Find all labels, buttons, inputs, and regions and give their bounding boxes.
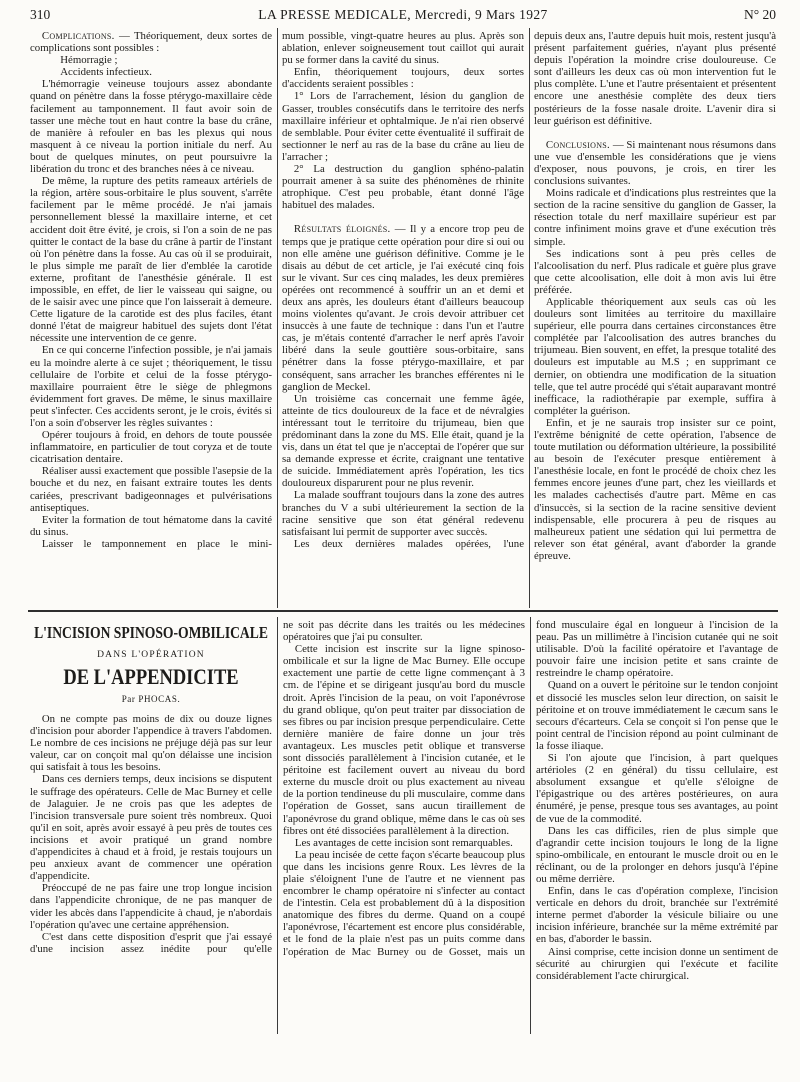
paragraph	[534, 139, 776, 187]
paragraph: depuis deux ans, l'autre depuis huit mois, restent jusqu'à présent parfaitement guéries, n'ayant plus présenté depuis l'opération la moindre crise douloureuse. Ce sont d'ailleurs les deux cas où mon intervention fut le plus complète. L'une et l'autre présentaient et présentent encore une anesthésie complète des deux tiers postérieurs de la fosse nasale droite. L'avenir dira si leur guérison est définitive.	[534, 30, 776, 127]
bottom-column-3	[536, 619, 778, 1034]
paragraph: L'hémorragie veineuse toujours assez abondante quand on pénètre dans la fosse ptérygo-maxillaire cède facilement au tamponnement. Il faut avoir soin de tasser une mèche tout en haut contre la base du crâne, de manière à refouler en bas les plexus qui nous masquent à ce niveau la portion initiale du nerf. Au bout de quelques minutes, on peut poursuivre la libération du tronc et des branches nées à ce niveau.	[30, 78, 272, 176]
column-rule	[277, 617, 278, 1034]
paragraph: Un troisième cas concernait une femme âgée, atteinte de tics douloureux de la face et de névralgies intéressant tout le territoire du trijumeau, bien que prédominant dans la zone du MS. Elle était, quand je la vis, dans un état tel que je n'acceptai de l'opérer que sur sa demande expresse et écrite, craignant une tentative de suicide. Immédiatement après l'opération, les tics douloureux disparurent pour ne plus revenir.	[282, 392, 524, 490]
top-column-1	[30, 30, 272, 608]
paragraph: mum possible, vingt-quatre heures au plus. Après son ablation, enlever soigneusement tout caillot qui aurait pu se former dans la cavité du sinus.	[282, 30, 524, 67]
journal-header-title: LA PRESSE MEDICALE, Mercredi, 9 Mars 1927	[258, 7, 548, 22]
section-heading-conclusions: Conclusions.	[545, 138, 611, 151]
paragraph: La peau incisée de cette façon s'écarte beaucoup plus que dans les incisions genre Roux. Les lèvres de la plaie s'éloignent l'une de l'autre et ne viennent pas encombrer le champ opératoire ni s'infecter au contact de l'intestin. Cela est probablement dû à la disposition anatomique des fibres du derme. Quand on a coupé l'aponévrose, l'écartement est encore plus considérable, et le fond de la plaie n'est pas un puits comme dans l'opération de Mac Burney ou de Gosset, mais un	[283, 848, 525, 958]
paragraph: De même, la rupture des petits rameaux artériels de la région, artère sous-orbitaire le plus souvent, s'arrête facilement par le même procédé. Je n'ai jamais personnellement blessé la maxillaire interne, et cet accident doit être évité, je crois, si l'on a soin de ne pas quitter le contact de la base du crâne à partir de l'instant où l'on pénètre dans la fosse. Au cas où il se produirait, le plus simple me paraît de lier d'emblée la carotide externe, profitant de l'anesthésie générale. Il est impossible, en effet, de lier le vaisseau qui saigne, ou de le saisir avec une pince que l'on laisserait à demeure. Cette ligature de la carotide est des plus faciles, étant donné l'état de maigreur habituel des sujets dont l'état nécessite une intervention de ce genre.	[30, 175, 272, 345]
paragraph: Ainsi comprise, cette incision donne un sentiment de sécurité au chirurgien qui l'exécute et facilite considérablement l'acte chirurgical.	[536, 945, 778, 982]
paragraph-text: — Si maintenant nous résumons dans une vue d'ensemble les considérations que je viens d'exposer, nous pouvons, je crois, en tirer les conclusions suivantes.	[534, 138, 776, 188]
list-item: Accidents infectieux.	[60, 66, 152, 79]
top-column-3	[534, 30, 776, 608]
running-header	[30, 5, 776, 25]
paragraph: Préoccupé de ne pas faire une trop longue incision dans l'appendicite chronique, de ne pas manquer de vider les abcès dans l'appendicite à chaud, je n'abordais l'opération qu'avec une certaine appréhension.	[30, 882, 272, 931]
paragraph: Quand on a ouvert le péritoine sur le tendon conjoint et dissocié les muscles selon leur direction, on saisit le péritoine et on trouve immédiatement le cæcum sans le secours d'écarteurs. Cela se conçoit si l'on pense que le point central de l'incision répond au point culminant de la fosse iliaque.	[536, 679, 778, 752]
byline: Par PHOCAS.	[121, 694, 181, 704]
article-subtitle: DANS L'OPÉRATION	[97, 650, 205, 660]
paragraph-text: — Il y a encore trop peu de temps que je pratique cette opération pour dire si oui ou non elle amène une guérison définitive. Comme je le disais au début de cet article, je l'ai exécuté cinq fois sur le vivant. Sur ces cinq malades, les deux premières opérées ont recommencé à souffrir un an et demi et deux ans après, les douleurs étant d'ailleurs beaucoup moins violentes qu'avant. Je crois devoir attribuer cet insuccès à une faute de technique : dans l'un et l'autre cas, je m'étais contenté d'arracher le nerf après l'avoir libéré dans la seule gouttière sous-orbitaire, sans pénétrer dans la fosse ptérygo-maxillaire, et par conséquent, sans arracher les branches efférentes ni le ganglion de Meckel.	[282, 223, 524, 393]
paragraph: fond musculaire égal en longueur à l'incision de la peau. Pas un millimètre à l'incision cutanée qui ne soit utilisable. D'où la facilité opératoire et l'avantage de pouvoir faire une incision petite et sans crainte de restreindre le champ opératoire.	[536, 619, 778, 680]
paragraph: Applicable théoriquement aux seuls cas où les douleurs sont limitées au territoire du maxillaire supérieur, elle pourra dans certaines circonstances être complétée par l'alcoolisation des autres branches du trijumeau. Bien souvent, en effet, la presque totalité des douleurs est imputable au M.S ; en supprimant ce dernier, on obtiendra une modification de la situation telle, que tel autre procédé qui s'était auparavant montré inefficace, la radiothérapie par exemple, suffira à compléter la guérison.	[534, 295, 776, 417]
article-title: L'INCISION SPINOSO-OMBILICALE	[34, 623, 268, 642]
paragraph: Moins radicale et d'indications plus restreintes que la section de la racine sensitive du ganglion de Gasser, la résection totale du nerf maxillaire supérieur est par contre infiniment moins grave et d'une exécution très simple.	[534, 187, 776, 248]
paragraph: Si l'on ajoute que l'incision, à part quelques artérioles (2 en général) du tissu cellulaire, est absolument exsangue et qu'elle s'éloigne de l'épigastrique ou des artères postérieures, on aura énuméré, je pense, presque tous ses avantages, au point de vue de la commodité.	[536, 752, 778, 825]
paragraph	[30, 30, 272, 54]
paragraph: Enfin, théoriquement toujours, deux sortes d'accidents seraient possibles :	[282, 66, 524, 91]
list-item: Hémorragie ;	[60, 54, 118, 67]
issue-number: N° 20	[743, 7, 776, 22]
paragraph	[282, 223, 524, 392]
paragraph: Réaliser aussi exactement que possible l'asepsie de la bouche et du nez, en faisant extraire toutes les dents cariées, prescrivant badigeonnages et pulvérisations antiseptiques.	[30, 465, 272, 514]
paragraph: C'est dans cette disposition d'esprit que j'ai essayé d'une incision assez inédite pour qu'elle	[30, 930, 272, 955]
paragraph: Dans ces derniers temps, deux incisions se disputent le suffrage des opérateurs. Celle de Mac Burney et celle de Jalaguier. Je ne crois pas que les adeptes de l'incision transversale pure soient très nombreux. Quoi qu'il en soit, après avoir essayé à peu près de toutes ces incisions et avoir pratiqué un grand nombre d'appendicites à chaud et à froid, je restais toujours un peu anxieux avant de commencer une opération d'appendicite.	[30, 773, 272, 883]
column-rule	[530, 617, 531, 1034]
paragraph: Les avantages de cette incision sont remarquables.	[294, 836, 513, 849]
paragraph: La malade souffrant toujours dans la zone des autres branches du V a subi ultérieurement la section de la racine sensitive que son état général redevenu satisfaisant lui permit de supporter avec succès.	[282, 489, 524, 538]
bottom-column-2	[283, 619, 525, 1034]
paragraph: 1° Lors de l'arrachement, lésion du ganglion de Gasser, troubles consécutifs dans le territoire des nerfs maxillaire inférieur et ophtalmique. Je n'ai rien observé de semblable. Pour éviter cette éventualité il suffirait de sectionner le nerf au ras de la base du crâne au lieu de l'arracher ;	[282, 90, 524, 163]
section-heading-complications: Complications.	[41, 30, 115, 42]
paragraph: 2° La destruction du ganglion sphéno-palatin pourrait amener à sa suite des phénomènes de rhinite atrophique. C'est peu probable, étant donné l'âge habituel des malades.	[282, 163, 524, 212]
column-rule	[277, 28, 278, 608]
top-column-2	[282, 30, 524, 608]
page-number: 310	[30, 7, 51, 22]
paragraph-text: — Théoriquement, deux sortes de complications sont possibles :	[30, 30, 272, 55]
article-title-main: DE L'APPENDICITE	[63, 666, 239, 690]
paragraph: Cette incision est inscrite sur la ligne spinoso-ombilicale et sur la ligne de Mac Burney. Elle occupe exactement une partie de cette ligne commençant à 3 cm. de l'épine et se dirigeant jusqu'au bord du muscle droit. Après l'incision de la peau, on voit l'aponévrose du grand oblique, qu'on peut traiter par dissociation de ses fibres ou par incision presque perpendiculaire. Cette dernière manière de faire donne un jour très avantageux. Les muscles petit oblique et transverse sont dissociés parallèlement à l'incision cutanée, et le péritoine est facilement ouvert au niveau du bord externe du muscle droit ou plus exactement au niveau de la portion tendineuse du pli musculaire, comme dans l'opération de Gosset, sans aucun tiraillement de l'aponévrose du grand oblique, même dans le cas où ses fibres ont été dissociées parallèlement à la direction.	[283, 643, 525, 837]
paragraph: Opérer toujours à froid, en dehors de toute poussée inflammatoire, en particulier de tout coryza et de toute cicatrisation dentaire.	[30, 429, 272, 466]
section-heading-resultats: Résultats éloignés.	[293, 223, 391, 236]
paragraph: ne soit pas décrite dans les traités ou les médecines opératoires que j'ai pu consulter.	[283, 619, 525, 644]
paragraph: Les deux dernières malades opérées, l'une	[293, 537, 524, 550]
section-divider	[28, 610, 778, 612]
paragraph: Enfin, dans le cas d'opération complexe, l'incision verticale en dehors du droit, branchée sur l'extrémité interne permet d'aborder la vésicule biliaire ou une incision inférieure, branchée sur la même extrémité par en bas, d'aborder le bassin.	[536, 885, 778, 946]
paragraph: Eviter la formation de tout hématome dans la cavité du sinus.	[30, 513, 272, 538]
paragraph: Ses indications sont à peu près celles de l'alcoolisation du nerf. Plus radicale et guère plus grave que cette alcoolisation, elle doit à mon avis lui être préférée.	[534, 247, 776, 296]
paragraph: En ce qui concerne l'infection possible, je n'ai jamais eu la moindre alerte à ce sujet ; théoriquement, le tissu cellulaire de l'orbite et celui de la fosse ptérygo-maxillaire pourraient être le siège de phlegmons évidemment fort graves. De même, le sinus maxillaire peut s'infecter. Ces accidents seront, je le crois, évités si l'on a soin d'observer les règles suivantes :	[30, 344, 272, 429]
paragraph: Enfin, et je ne saurais trop insister sur ce point, l'extrême bénignité de cette opération, l'absence de toute mutilation ou déformation ultérieure, la possibilité au besoin de l'exécuter presque entièrement à l'anesthésie locale, en font le procédé de choix chez les femmes encore jeunes d'une part, chez les vieillards et les malades cachectisés d'autre part. Même en cas d'insuccès, si la section de la racine sensitive devient indispensable, elle procurera à peu de risques au malheureux patient une sédation qui lui permettra de relever son état général, avant d'aborder la grande épreuve.	[534, 416, 776, 562]
column-rule	[529, 28, 530, 608]
paragraph: Laisser le tamponnement en place le mini-	[41, 537, 272, 550]
bottom-column-1	[30, 619, 272, 1034]
paragraph: Dans les cas difficiles, rien de plus simple que d'agrandir cette incision toujours le long de la ligne spino-ombilicale, en entourant le muscle droit ou en le réclinant, ou de la prolonger en dehors jusqu'à l'épine ou même derrière.	[536, 824, 778, 885]
paragraph: On ne compte pas moins de dix ou douze lignes d'incision pour aborder l'appendice à travers l'abdomen. Le nombre de ces incisions ne préjuge déjà pas sur leur valeur, car on conçoit mal qu'on délaisse une incision qui satisfait à tous les besoins.	[30, 713, 272, 774]
